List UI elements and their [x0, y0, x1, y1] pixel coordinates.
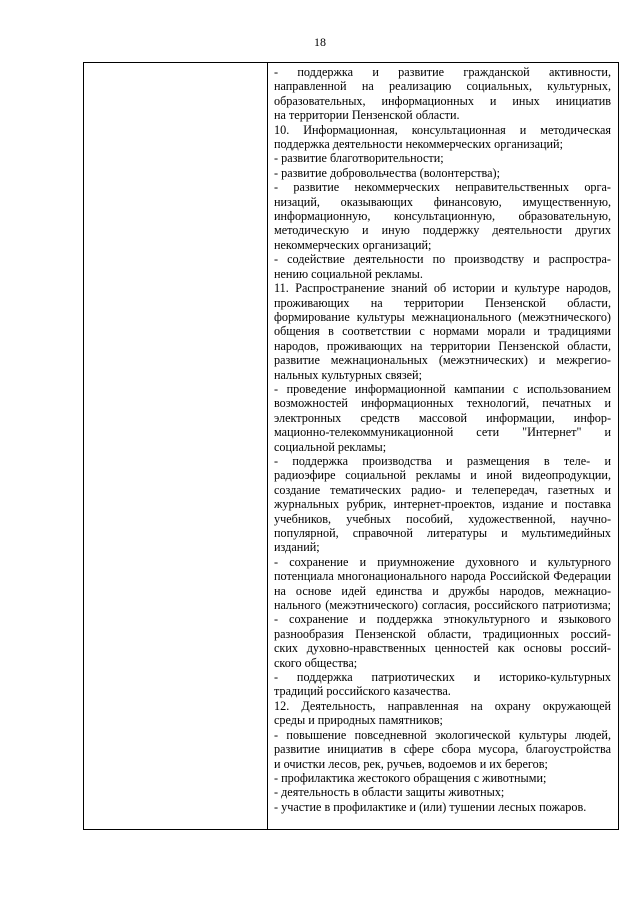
text-line: нальных культурных связей;: [274, 367, 422, 382]
text-line: на территории Пензенской области.: [274, 108, 460, 123]
text-line: мационно-телекоммуникационной сети "Интернет" и: [274, 425, 611, 440]
page-number: 18: [314, 35, 326, 49]
text-line: потенциала многонационального народа Российской Федерации: [274, 569, 611, 584]
text-line: нального (межэтнического) согласия, российского патриотизма;: [274, 598, 611, 613]
table-row: [84, 63, 619, 830]
text-line: разнообразия Пензенской области, традиционных россий-: [274, 626, 611, 641]
text-line: 10. Информационная, консультационная и методическая: [274, 122, 611, 137]
text-line: поддержка деятельности некоммерческих организаций;: [274, 137, 563, 152]
text-line: - развитие добровольчества (волонтерства);: [274, 165, 501, 180]
text-line: - проведение информационной кампании с использованием: [274, 381, 611, 396]
text-line: методическую и иную поддержку деятельности других: [274, 223, 611, 238]
text-line: - профилактика жестокого обращения с животными;: [274, 770, 547, 785]
text-line: ского общества;: [274, 655, 358, 670]
text-line: - повышение повседневной экологической культуры людей,: [274, 727, 611, 742]
text-line: некоммерческих организаций;: [274, 237, 432, 252]
text-line: электронных средств массовой информации, инфор-: [274, 410, 611, 425]
text-line: традиций российского казачества.: [274, 684, 451, 699]
text-line: проживающих на территории Пензенской области,: [274, 295, 611, 310]
text-line: популярной, справочной литературы и мультимедийных: [274, 526, 611, 540]
text-line: народов, проживающих на территории Пензенской области,: [274, 338, 611, 353]
text-line: - развитие некоммерческих неправительственных орга-: [274, 180, 611, 195]
text-line: социальной рекламы;: [274, 439, 387, 454]
text-line: учебников, учебных пособий, художественной, научно-: [274, 511, 611, 526]
text-line: - поддержка и развитие гражданской активности,: [274, 65, 611, 79]
text-line: - содействие деятельности по производству и распростра-: [274, 252, 611, 267]
cell-text-block: [274, 65, 611, 814]
text-line: нению социальной рекламы.: [274, 266, 423, 281]
text-line: на основе идей единства и дружбы народов, межнацио-: [274, 583, 611, 598]
text-line: 12. Деятельность, направленная на охрану окружающей: [274, 698, 611, 713]
text-line: - развитие благотворительности;: [274, 151, 444, 166]
text-line: низаций, оказывающих финансовую, имущественную,: [274, 194, 611, 209]
text-line: - деятельность в области защиты животных;: [274, 785, 505, 800]
text-line: журнальных рубрик, интернет-проектов, издание и поставка: [274, 497, 611, 512]
text-line: информационную, консультационную, образовательную,: [274, 209, 611, 224]
text-line: - поддержка производства и размещения в теле- и: [274, 453, 611, 468]
text-line: 11. Распространение знаний об истории и культуре народов,: [274, 281, 611, 296]
text-line: развитие межнациональных (межэтнических) и межрегио-: [274, 353, 611, 368]
text-line: среды и природных памятников;: [274, 713, 443, 728]
text-line: радиоэфире социальной рекламы и иной видеопродукции,: [274, 468, 611, 483]
text-line: создание тематических радио- и телепередач, газетных и: [274, 482, 611, 497]
text-line: направленной на реализацию социальных, культурных,: [274, 79, 611, 94]
text-line: ских духовно-нравственных ценностей как основы россий-: [274, 641, 611, 656]
text-line: изданий;: [274, 540, 320, 555]
text-line: - поддержка патриотических и историко-культурных: [274, 670, 611, 685]
text-line: общения в соответствии с нормами морали и традициями: [274, 324, 611, 339]
text-line: и очистки лесов, рек, ручьев, водоемов и их берегов;: [274, 756, 548, 771]
text-line: возможностей информационных технологий, печатных и: [274, 396, 611, 411]
text-line: формирование культуры межнационального (межэтнического): [274, 309, 611, 324]
text-line: - сохранение и приумножение духовного и культурного: [274, 554, 611, 569]
text-line: развитие инициатив в сфере сбора мусора, благоустройства: [274, 742, 611, 757]
text-line: - участие в профилактике и (или) тушении лесных пожаров.: [274, 799, 587, 814]
text-line: образовательных, информационных и иных инициатив: [274, 93, 611, 108]
text-line: - сохранение и поддержка этнокультурного и языкового: [274, 612, 611, 627]
table-cell-left: [84, 63, 268, 830]
table-cell-right: [268, 63, 619, 830]
document-table: [83, 62, 619, 830]
